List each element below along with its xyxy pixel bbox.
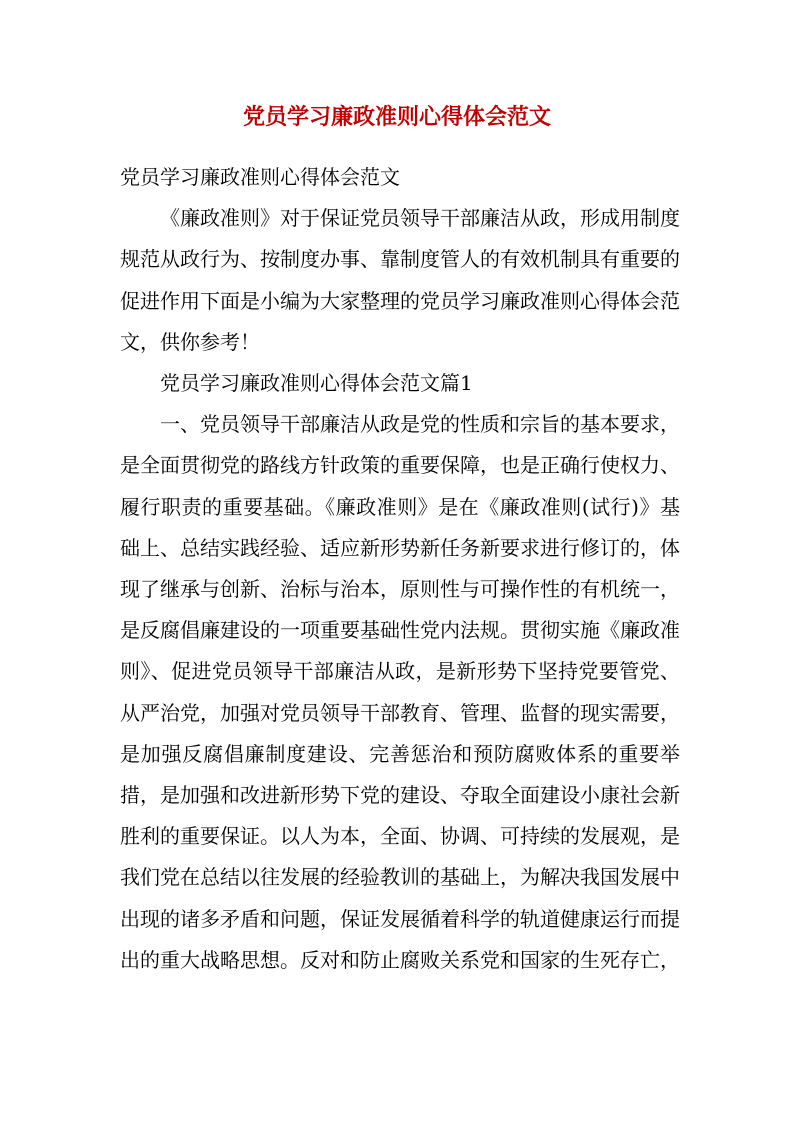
document-title: 党员学习廉政准则心得体会范文 <box>242 104 551 130</box>
document-body <box>120 157 680 981</box>
document-subtitle: 党员学习廉政准则心得体会范文 <box>120 165 400 189</box>
section-heading: 党员学习廉政准则心得体会范文篇1 <box>160 371 473 396</box>
intro-paragraph: 《廉政准则》对于保证党员领导干部廉洁从政，形成用制度规范从政行为、按制度办事、靠制度管人的有效机制具有重要的促进作用下面是小编为大家整理的党员学习廉政准则心得体会范文，供你参考！ <box>120 206 680 354</box>
body-paragraph: 一、党员领导干部廉洁从政是党的性质和宗旨的基本要求，是全面贯彻党的路线方针政策的重要保障，也是正确行使权力、履行职责的重要基础。《廉政准则》是在《廉政准则(试行)》基础上、总结实践经验、适应新形势新任务新要求进行修订的，体现了继承与创新、治标与治本，原则性与可操作性的有机统一，是反腐倡廉建设的一项重要基础性党内法规。贯彻实施《廉政准则》、促进党员领导干部廉洁从政，是新形势下坚持党要管党、从严治党，加强对党员领导干部教育、管理、监督的现实需要，是加强反腐倡廉制度建设、完善惩治和预防腐败体系的重要举措，是加强和改进新形势下党的建设、夺取全面建设小康社会新胜利的重要保证。以人为本，全面、协调、可持续的发展观，是我们党在总结以往发展的经验教训的基础上，为解决我国发展中出现的诸多矛盾和问题，保证发展循着科学的轨道健康运行而提出的重大战略思想。反对和防止腐败关系党和国家的生死存亡， <box>120 412 680 972</box>
